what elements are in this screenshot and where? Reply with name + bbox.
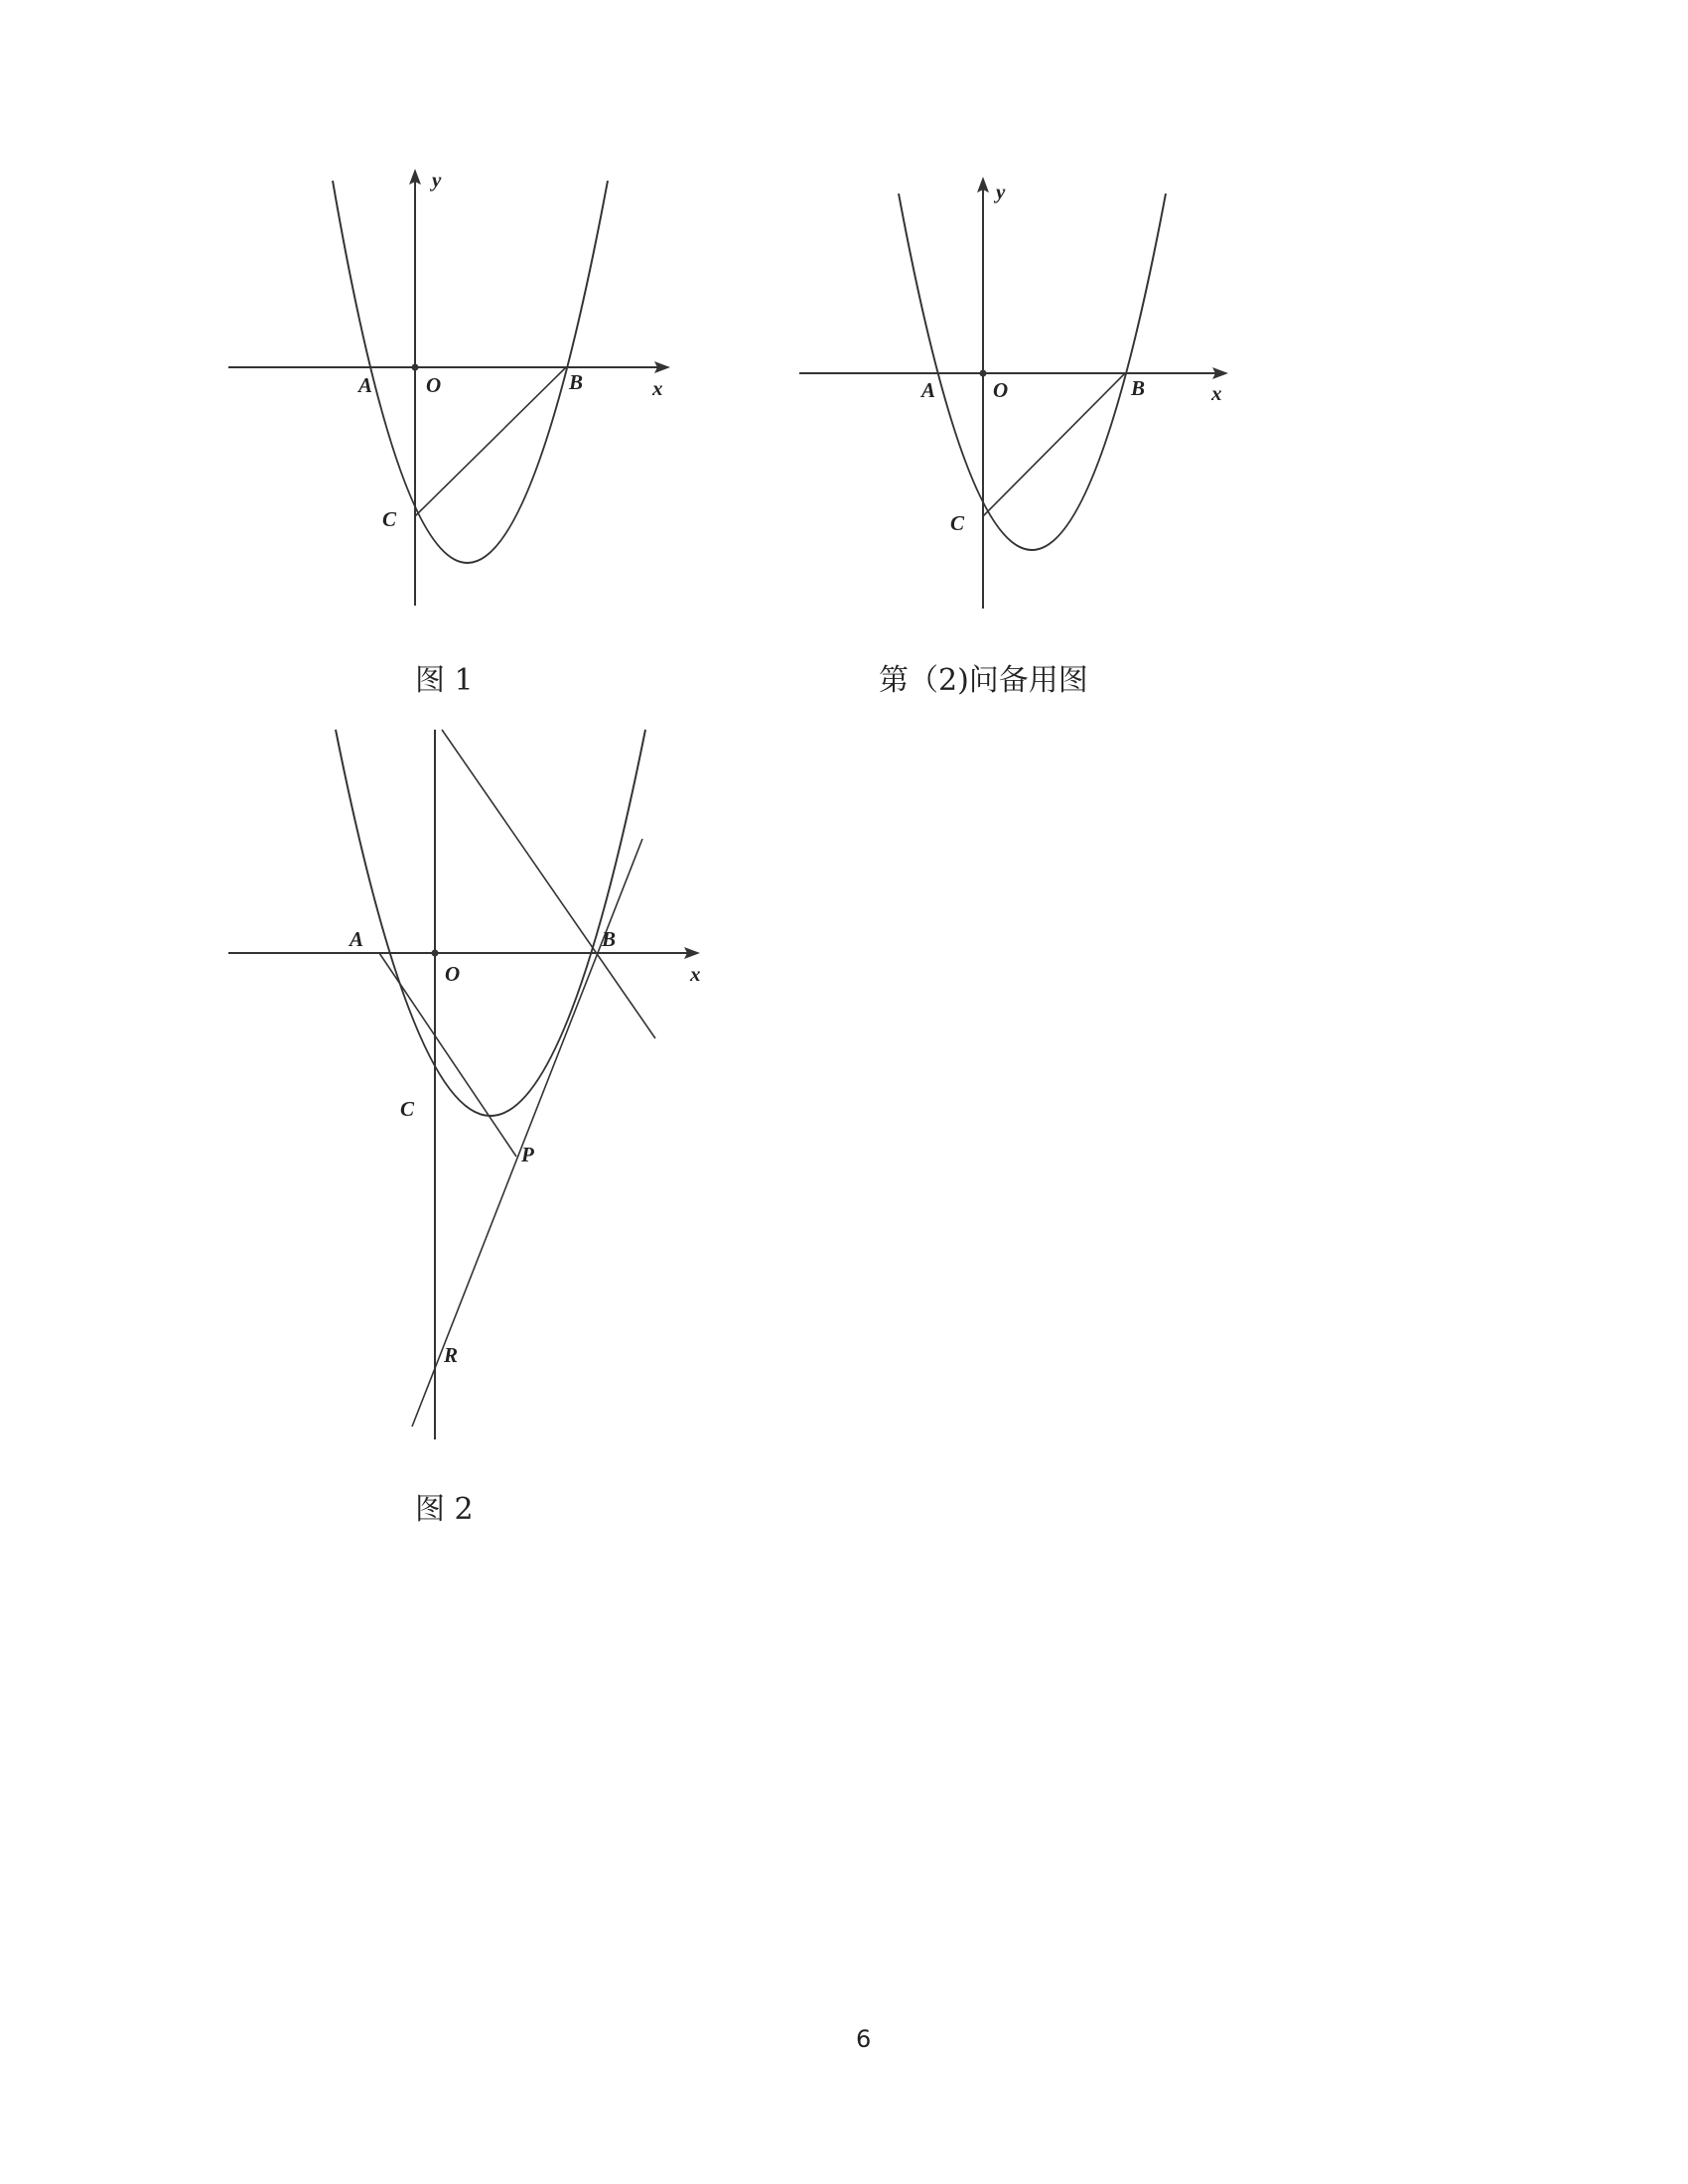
figure-backup-diagram bbox=[794, 177, 1241, 614]
line-through-B-descending bbox=[442, 730, 655, 1038]
label-A: A bbox=[350, 927, 364, 951]
label-x: x bbox=[690, 962, 701, 986]
label-O: O bbox=[993, 378, 1009, 402]
label-C: C bbox=[400, 1097, 415, 1121]
parabola bbox=[899, 194, 1166, 550]
figure-backup bbox=[794, 177, 1241, 614]
label-C: C bbox=[382, 507, 397, 531]
page-number: 6 bbox=[856, 2025, 872, 2053]
figure-1 bbox=[223, 169, 680, 615]
figure-1-caption: 图 1 bbox=[415, 663, 474, 698]
label-A: A bbox=[358, 373, 373, 397]
figure-1-diagram bbox=[223, 169, 680, 615]
parabola bbox=[333, 181, 608, 563]
label-B: B bbox=[602, 927, 617, 951]
label-O: O bbox=[445, 962, 461, 986]
figure-backup-caption: 第（2)问备用图 bbox=[879, 663, 1088, 698]
label-y: y bbox=[432, 168, 442, 192]
origin-point bbox=[412, 364, 419, 371]
label-C: C bbox=[950, 511, 965, 535]
parabola bbox=[336, 730, 645, 1116]
figure-2-diagram bbox=[223, 730, 720, 1444]
figure-2 bbox=[223, 730, 720, 1444]
origin-point bbox=[432, 950, 439, 957]
label-R: R bbox=[444, 1343, 459, 1367]
label-A: A bbox=[921, 378, 936, 402]
label-x: x bbox=[1211, 381, 1222, 405]
origin-point bbox=[980, 370, 987, 377]
label-y: y bbox=[996, 180, 1006, 204]
label-B: B bbox=[1131, 376, 1146, 400]
label-O: O bbox=[426, 373, 442, 397]
label-x: x bbox=[652, 376, 663, 400]
figure-2-caption: 图 2 bbox=[415, 1492, 474, 1527]
label-P: P bbox=[521, 1143, 534, 1166]
label-B: B bbox=[569, 370, 584, 394]
